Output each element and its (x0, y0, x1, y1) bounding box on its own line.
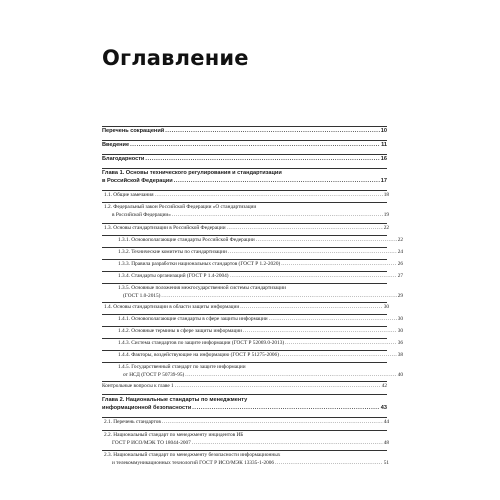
toc-entry-page: 36 (397, 340, 403, 346)
dot-leader (192, 439, 383, 447)
toc-entry-1-3-3[interactable] (102, 260, 403, 268)
toc-entry-abbreviations[interactable] (102, 127, 387, 135)
dot-leader (285, 339, 397, 347)
toc-entry-page: 30 (397, 316, 403, 322)
toc-entry-2-1[interactable] (102, 418, 389, 426)
toc-entry-1-3-4[interactable] (102, 272, 403, 280)
dot-leader (155, 191, 383, 199)
toc-entry-page: 29 (397, 293, 403, 300)
toc-entry-1-4-2[interactable] (102, 327, 403, 335)
toc-entry-title: в Российской Федерации» (112, 212, 171, 219)
toc-entry-title: и телекоммуникационных технологий ГОСТ Р ИСО/МЭК 13335-1-2006 (112, 460, 275, 467)
separator (102, 394, 387, 395)
dot-leader (145, 155, 379, 163)
toc-entry-title-line1: 1.2. Федеральный закон Российской Федерации «О стандартизации (104, 204, 257, 210)
toc-entry-title: информационной безопасности (102, 405, 192, 412)
toc-entry-page: 24 (397, 249, 403, 255)
toc-entry-title: 1.3. Основы стандартизации в Российской Федерации (104, 225, 226, 231)
toc-entry-title: 1.4.4. Факторы, воздействующие на информацию (ГОСТ Р 51275-2006) (118, 352, 279, 358)
toc-entry-page: 40 (397, 372, 403, 379)
toc-entry-title: 1.4. Основы стандартизации в области защиты информации (104, 304, 240, 310)
dot-leader (185, 371, 396, 379)
toc-entry-2-3[interactable] (102, 451, 389, 467)
toc-entry-title: Введение (102, 142, 130, 148)
toc-entry-review-questions-1[interactable] (102, 382, 387, 390)
toc-entry-chapter-2[interactable] (102, 396, 387, 412)
toc-entry-title: 1.4.2. Основные термины в сфере защиты информации (118, 328, 243, 334)
toc-entry-page: 38 (397, 352, 403, 358)
toc-entry-title: 1.1. Общие замечания (104, 192, 154, 198)
dot-leader (281, 260, 396, 268)
toc-entry-1-4-3[interactable] (102, 339, 403, 347)
toc-entry-page: 17 (380, 178, 387, 185)
dot-leader (162, 418, 383, 426)
toc-entry-acknowledgements[interactable] (102, 155, 387, 163)
dot-leader (280, 351, 397, 359)
toc-entry-page: 43 (380, 405, 387, 412)
toc-entry-title: 1.4.3. Система стандартов по защите информации (ГОСТ Р 52069.0-2013) (118, 340, 285, 346)
dot-leader (192, 404, 379, 412)
toc-entry-title-line1: 1.3.5. Основные положения межгосударственной системы стандартизации (118, 285, 286, 291)
toc-entry-page: 10 (380, 128, 387, 134)
toc-entry-1-4-5[interactable] (102, 363, 403, 379)
dot-leader (227, 224, 383, 232)
toc-entry-page: 27 (397, 273, 403, 279)
toc-entry-page: 26 (397, 261, 403, 267)
toc-entry-page: 18 (383, 192, 389, 198)
toc-entry-title: 1.3.2. Технические комитеты по стандартизации (118, 249, 227, 255)
dot-leader (269, 315, 397, 323)
toc-entry-1-3[interactable] (102, 224, 389, 232)
toc-entry-1-1[interactable] (102, 191, 389, 199)
dot-leader (174, 177, 380, 185)
toc-entry-title: Перечень сокращений (102, 128, 165, 134)
toc-entry-title: 1.4.1. Основополагающие стандарты в сфере защиты информации (118, 316, 268, 322)
toc-entry-1-3-1[interactable] (102, 236, 403, 244)
dot-leader (130, 141, 380, 149)
toc-entry-title: (ГОСТ 1.0-2015) (123, 293, 161, 300)
toc-entry-introduction[interactable] (102, 141, 387, 149)
toc-entry-title-line1: Глава 1. Основы технического регулирования и стандартизации (102, 170, 282, 176)
toc-entry-title: Благодарности (102, 156, 145, 162)
toc-entry-title: 1.3.3. Правила разработки национальных стандартов (ГОСТ Р 1.2-2020) (118, 261, 281, 267)
toc-entry-title: в Российской Федерации (102, 178, 173, 185)
toc-entry-title-line1: 1.4.5. Государственный стандарт по защите информации (118, 364, 246, 370)
dot-leader (228, 248, 397, 256)
dot-leader (243, 327, 397, 335)
toc-entry-1-4-4[interactable] (102, 351, 403, 359)
toc-entry-title: 2.1. Перечень стандартов (104, 419, 161, 425)
toc-entry-title: 1.3.1. Основополагающие стандарты Российской Федерации (118, 237, 255, 243)
toc-entry-1-3-5[interactable] (102, 284, 403, 300)
toc-entry-title-line1: Глава 2. Национальные стандарты по менеджменту (102, 397, 248, 403)
dot-leader (275, 459, 383, 467)
toc-entry-title-line1: 2.3. Национальный стандарт по менеджменту безопасности информационных (104, 452, 281, 458)
toc-entry-chapter-1[interactable] (102, 169, 387, 185)
toc-entry-title: от НСД (ГОСТ Р 50739-95) (123, 372, 185, 379)
toc-entry-1-4[interactable] (102, 303, 389, 311)
dot-leader (172, 211, 383, 219)
toc-entry-page: 22 (397, 237, 403, 243)
toc-entry-title: Контрольные вопросы к главе 1 (102, 383, 174, 389)
toc-entry-title: 1.3.4. Стандарты организаций (ГОСТ Р 1.4-2004) (118, 273, 229, 279)
toc-entry-title: ГОСТ Р ИСО/МЭК ТО 18044-2007 (112, 440, 191, 447)
toc-entry-page: 30 (397, 328, 403, 334)
toc-entry-page: 51 (383, 460, 389, 467)
toc-entry-1-3-2[interactable] (102, 248, 403, 256)
dot-leader (240, 303, 383, 311)
toc-entry-page: 19 (383, 212, 389, 219)
dot-leader (230, 272, 397, 280)
toc-entry-page: 42 (381, 383, 387, 389)
dot-leader (175, 382, 381, 390)
toc-entry-2-2[interactable] (102, 431, 389, 447)
page-title: Оглавление (102, 46, 249, 70)
toc-entry-1-4-1[interactable] (102, 315, 403, 323)
toc-entry-page: 22 (383, 225, 389, 231)
toc-entry-page: 11 (381, 142, 387, 148)
toc-entry-page: 48 (383, 440, 389, 447)
toc-entry-1-2[interactable] (102, 203, 389, 219)
toc-entry-page: 16 (380, 156, 387, 162)
dot-leader (161, 292, 396, 300)
toc-entry-page: 30 (383, 304, 389, 310)
toc-entry-page: 44 (383, 419, 389, 425)
toc-entry-title-line1: 2.2. Национальный стандарт по менеджменту инцидентов ИБ (104, 432, 244, 438)
dot-leader (256, 236, 397, 244)
dot-leader (165, 127, 380, 135)
